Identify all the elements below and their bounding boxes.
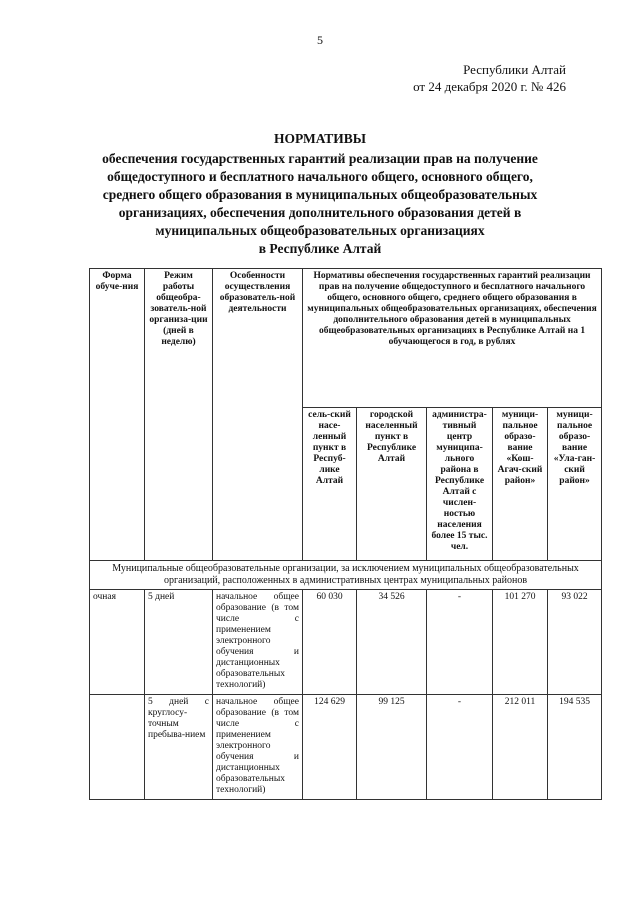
header-rural: сель-ский насе-ленный пункт в Респуб-лике Алтай (303, 408, 357, 561)
cell-mode: 5 дней с круглосу-точным пребыва-нием (145, 695, 213, 800)
cell-value-rural: 60 030 (303, 590, 357, 695)
cell-features: начальное общее образование (в том числе с применением электронного обучения и дистанционных образовательных технологий) (213, 590, 303, 695)
cell-value-kosh-agach: 101 270 (493, 590, 548, 695)
header-line-2: от 24 декабря 2020 г. № 426 (413, 79, 566, 94)
document-title (60, 130, 580, 258)
cell-value-urban: 34 526 (357, 590, 427, 695)
table-row (90, 695, 602, 800)
header-kosh-agach: муници-пальное образо-вание «Кош-Агач-ский район» (493, 408, 548, 561)
cell-features: начальное общее образование (в том числе с применением электронного обучения и дистанционных образовательных технологий) (213, 695, 303, 800)
title-line: в Республике Алтай (258, 241, 382, 256)
header-mode: Режим работы общеобра-зователь-ной организа-ции (дней в неделю) (145, 269, 213, 561)
cell-form: очная (90, 590, 145, 695)
table-row (90, 590, 602, 695)
title-line: муниципальных общеобразовательных организациях (155, 223, 485, 238)
header-urban: городской населенный пункт в Республике Алтай (357, 408, 427, 561)
header-line-1: Республики Алтай (463, 62, 566, 77)
title-line: обеспечения государственных гарантий реализации прав на получение (102, 151, 538, 166)
cell-value-ulagan: 93 022 (548, 590, 602, 695)
cell-mode: 5 дней (145, 590, 213, 695)
section-title: Муниципальные общеобразовательные организации, за исключением муниципальных общеобразовательных организаций, расположенных в административных центрах муниципальных районов (90, 561, 602, 590)
cell-value-admin: - (427, 695, 493, 800)
cell-value-ulagan: 194 535 (548, 695, 602, 800)
header-features: Особенности осуществления образователь-ной деятельности (213, 269, 303, 561)
header-admin-center: администра-тивный центр муниципа-льного района в Республике Алтай с числен-ностью населения более 15 тыс. чел. (427, 408, 493, 561)
header-normatives: Нормативы обеспечения государственных гарантий реализации прав на получение общедоступного и бесплатного начального общего, основного общего, среднего общего образования в муниципальных общеобразовательных организациях, обеспечения дополнительного образования детей в муниципальных общеобразовательных организациях в Республике Алтай на 1 обучающегося в год, в рублях (303, 269, 602, 408)
title-heading: НОРМАТИВЫ (273, 131, 367, 146)
title-line: организациях, обеспечения дополнительного образования детей в (118, 205, 522, 220)
header-ulagan: муници-пальное образо-вание «Ула-ган-ский район» (548, 408, 602, 561)
header-form: Форма обуче-ния (90, 269, 145, 561)
page-number: 5 (317, 33, 323, 47)
cell-form (90, 695, 145, 800)
cell-value-admin: - (427, 590, 493, 695)
normatives-table (89, 268, 602, 800)
cell-value-rural: 124 629 (303, 695, 357, 800)
title-line: общедоступного и бесплатного начального общего, основного общего, (107, 169, 533, 184)
cell-value-kosh-agach: 212 011 (493, 695, 548, 800)
cell-value-urban: 99 125 (357, 695, 427, 800)
title-line: среднего общего образования в муниципальных общеобразовательных (102, 187, 538, 202)
